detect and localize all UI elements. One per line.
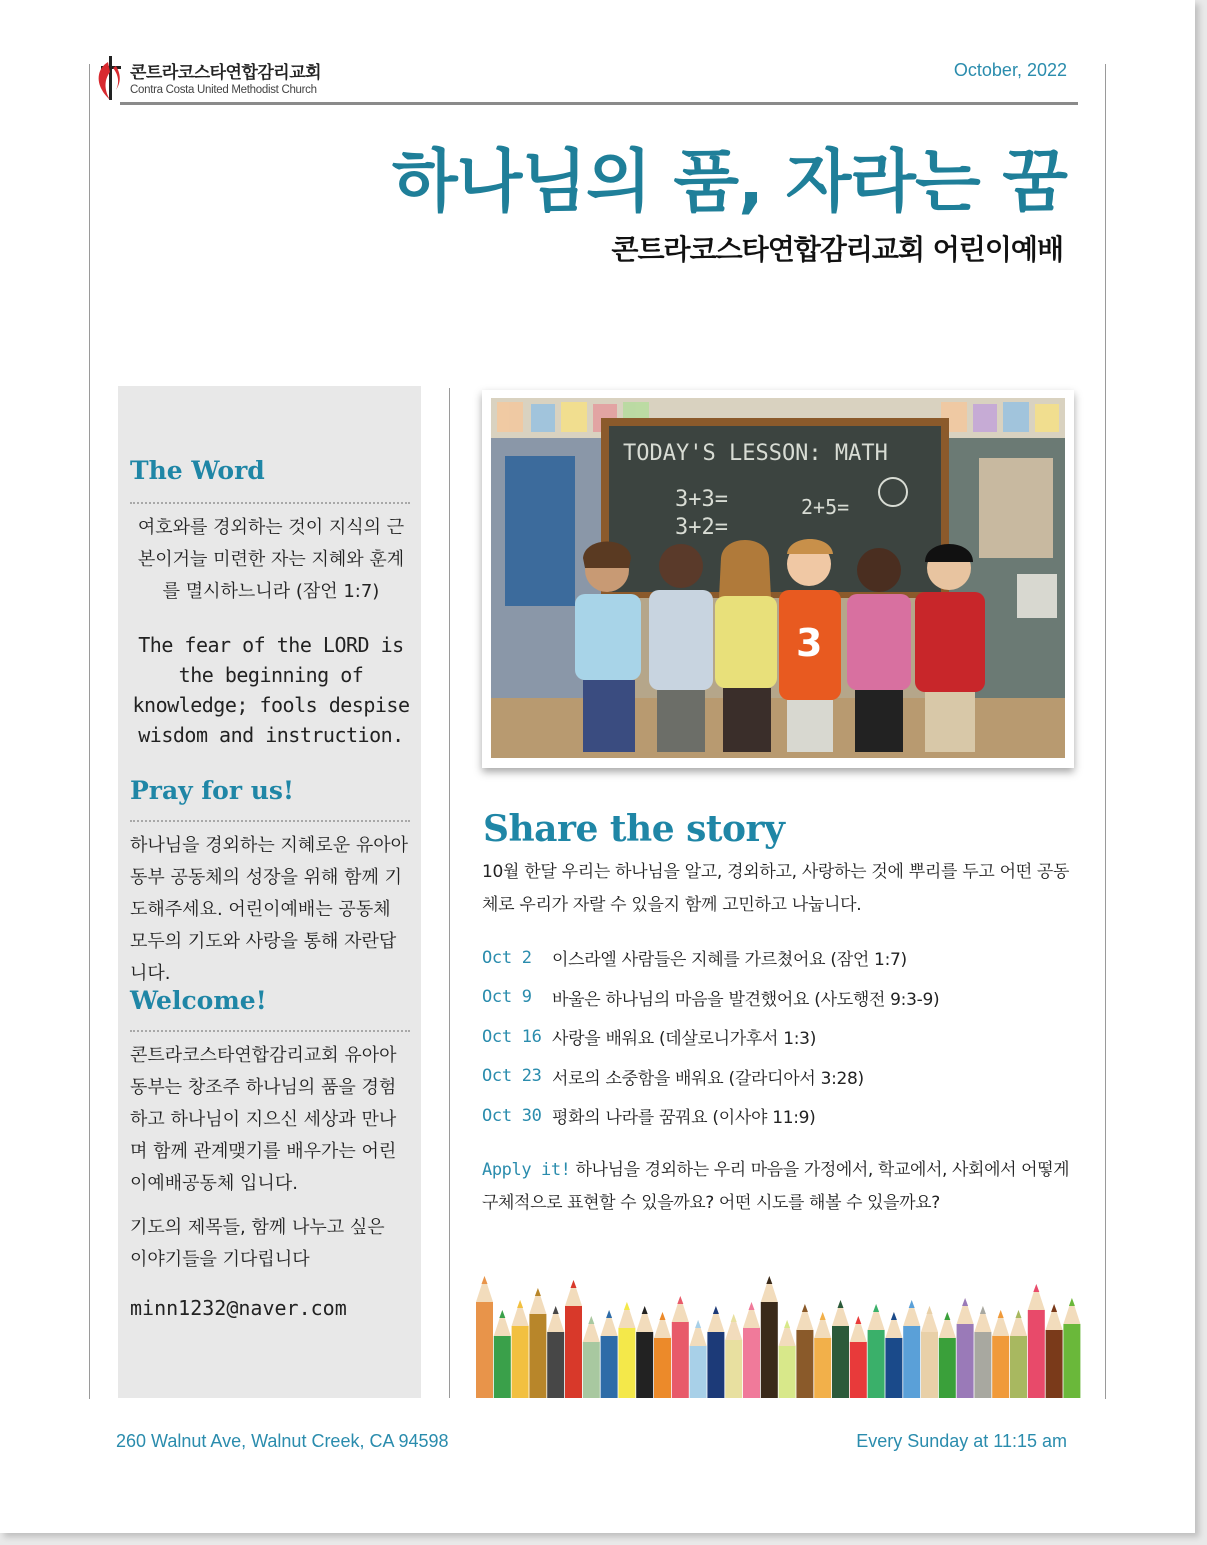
pencil-lead <box>695 1320 701 1328</box>
pencil-body <box>850 1342 867 1398</box>
welcome-divider <box>130 1030 410 1032</box>
pencil-body <box>654 1338 671 1398</box>
schedule-topic: 사랑을 배워요 (데살로니가후서 1:3) <box>552 1029 817 1050</box>
sidebar <box>118 386 421 1398</box>
pencil-lead <box>642 1306 648 1314</box>
contact-email[interactable]: minn1232@naver.com <box>130 1296 347 1320</box>
schedule-date: Oct 23 <box>482 1066 542 1087</box>
pencil-lead <box>571 1280 577 1288</box>
pencil-body <box>494 1336 511 1398</box>
children-classroom-image <box>491 398 1065 758</box>
pray-text: 하나님을 경외하는 지혜로운 유아아동부 공동체의 성장을 위해 함께 기도해주세요. 어린이예배는 공동체 모두의 기도와 사랑을 통해 자란답니다. <box>130 835 408 984</box>
page-title: 하나님의 품, 자라는 꿈 <box>391 143 1067 222</box>
pencil-lead <box>624 1302 630 1310</box>
pencil-lead <box>891 1312 897 1320</box>
board-equation-2: 3+2= <box>675 515 728 540</box>
word-heading: The Word <box>130 456 265 485</box>
pencil-body <box>690 1346 707 1398</box>
schedule-item <box>482 1057 1082 1097</box>
pencil-lead <box>980 1306 986 1314</box>
pencil-body <box>601 1336 618 1398</box>
pencil-lead <box>1051 1304 1057 1312</box>
pencil-lead <box>927 1306 933 1314</box>
board-lesson-text: TODAY'S LESSON: MATH <box>623 441 888 466</box>
word-divider <box>130 502 410 504</box>
schedule-date: Oct 16 <box>482 1026 542 1047</box>
pencil-body <box>903 1326 920 1398</box>
prayer-invite: 기도의 제목들, 함께 나누고 싶은 이야기들을 기다립니다 <box>130 1217 385 1270</box>
schedule-topic: 이스라엘 사람들은 지혜를 가르쳤어요 (잠언 1:7) <box>552 950 907 971</box>
pencil-body <box>779 1346 796 1398</box>
board-equation-1: 3+3= <box>675 487 728 512</box>
logo-english-name: Contra Costa United Methodist Church <box>130 84 317 96</box>
jersey-number: 3 <box>796 621 823 665</box>
pencil-lead <box>962 1298 968 1306</box>
pencil-body <box>957 1324 974 1398</box>
pencil-lead <box>535 1288 541 1296</box>
story-heading: Share the story <box>483 808 785 850</box>
pencil-body <box>743 1328 760 1398</box>
pencil-body <box>1063 1324 1080 1398</box>
pencil-body <box>547 1332 564 1398</box>
service-time: Every Sunday at 11:15 am <box>856 1431 1067 1451</box>
pencil-lead <box>660 1312 666 1320</box>
pencil-body <box>885 1338 902 1398</box>
pencil-lead <box>766 1276 772 1284</box>
welcome-text: 콘트라코스타연합감리교회 유아아동부는 창조주 하나님의 품을 경험하고 하나님이 지으신 세상과 만나며 함께 관계맺기를 배우가는 어린이예배공동체 입니다. <box>130 1045 397 1194</box>
pencil-body <box>832 1326 849 1398</box>
pencil-body <box>921 1332 938 1398</box>
pencil-body <box>992 1336 1009 1398</box>
schedule-item <box>482 938 1082 978</box>
apply-text: 하나님을 경외하는 우리 마음을 가정에서, 학교에서, 사회에서 어떻게 구체적으로 표현할 수 있을까요? 어떤 시도를 해볼 수 있을까요? <box>482 1160 1070 1213</box>
schedule-date: Oct 30 <box>482 1105 542 1126</box>
logo-korean-name: 콘트라코스타연합감리교회 <box>130 63 322 83</box>
pray-divider <box>130 820 410 822</box>
pencil-body <box>583 1342 600 1398</box>
church-address: 260 Walnut Ave, Walnut Creek, CA 94598 <box>116 1431 449 1451</box>
pencil-lead <box>677 1296 683 1304</box>
verse-english: The fear of the LORD is the beginning of knowledge; fools despise wisdom and instruction. <box>132 633 410 747</box>
schedule-list <box>482 938 1082 1136</box>
pencil-lead <box>499 1310 505 1318</box>
pray-heading: Pray for us! <box>130 776 294 805</box>
pencil-body <box>796 1330 813 1398</box>
right-margin-line <box>1105 64 1106 1399</box>
story-intro: 10월 한달 우리는 하나님을 알고, 경외하고, 사랑하는 것에 뿌리를 두고 어떤 공동체로 우리가 자랄 수 있을지 함께 고민하고 나눕니다. <box>482 862 1070 915</box>
pencil-lead <box>820 1312 826 1320</box>
schedule-topic: 평화의 나라를 꿈꿔요 (이사야 11:9) <box>552 1108 816 1129</box>
schedule-item <box>482 978 1082 1018</box>
colored-pencils-illustration <box>476 1258 1082 1398</box>
page-subtitle: 콘트라코스타연합감리교회 어린이예배 <box>611 233 1063 266</box>
pencil-lead <box>838 1300 844 1308</box>
pencil-body <box>868 1330 885 1398</box>
pencil-lead <box>944 1312 950 1320</box>
pencil-lead <box>482 1276 488 1284</box>
pencil-set <box>476 1276 1080 1398</box>
pencil-lead <box>998 1310 1004 1318</box>
pencil-lead <box>517 1300 523 1308</box>
pencil-body <box>636 1332 653 1398</box>
pencil-body <box>672 1322 689 1398</box>
pencil-body <box>618 1328 635 1398</box>
pencil-lead <box>588 1316 594 1324</box>
classroom-photo <box>482 390 1074 768</box>
pencil-body <box>761 1302 778 1398</box>
column-divider <box>449 388 450 1398</box>
schedule-topic: 바울은 하나님의 마음을 발견했어요 (사도행전 9:3-9) <box>552 989 940 1010</box>
pencil-body <box>476 1302 493 1398</box>
pencil-lead <box>1069 1298 1075 1306</box>
schedule-item <box>482 1096 1082 1136</box>
pencil-lead <box>1033 1284 1039 1292</box>
pencil-lead <box>713 1306 719 1314</box>
left-margin-line <box>89 64 90 1399</box>
pencil-lead <box>606 1310 612 1318</box>
pencil-body <box>939 1338 956 1398</box>
schedule-item <box>482 1017 1082 1057</box>
verse-korean: 여호와를 경외하는 것이 지식의 근본이거늘 미련한 자는 지혜와 훈계를 멸시하느니라 (잠언 1:7) <box>137 517 405 602</box>
pencil-lead <box>749 1302 755 1310</box>
pencil-body <box>974 1332 991 1398</box>
pencil-lead <box>784 1320 790 1328</box>
pencil-body <box>725 1340 742 1398</box>
cross-flame-icon <box>96 54 128 104</box>
pencil-body <box>1010 1336 1027 1398</box>
board-equation-3: 2+5= <box>801 495 850 519</box>
church-logo <box>96 54 331 104</box>
issue-date: October, 2022 <box>953 60 1067 80</box>
pencil-body <box>707 1332 724 1398</box>
pencil-body <box>529 1314 546 1398</box>
pencil-body <box>1046 1330 1063 1398</box>
pencil-lead <box>909 1300 915 1308</box>
pencil-lead <box>731 1314 737 1322</box>
pencil-body <box>1028 1310 1045 1398</box>
schedule-topic: 서로의 소중함을 배워요 (갈라디아서 3:28) <box>552 1068 864 1089</box>
pencil-body <box>512 1326 529 1398</box>
pencil-lead <box>1016 1310 1022 1318</box>
pencil-lead <box>802 1304 808 1312</box>
welcome-heading: Welcome! <box>130 986 267 1015</box>
pencil-lead <box>553 1306 559 1314</box>
pencil-lead <box>855 1316 861 1324</box>
pencil-body <box>814 1338 831 1398</box>
header-rule <box>120 102 1078 105</box>
pencil-body <box>565 1306 582 1398</box>
schedule-date: Oct 9 <box>482 987 532 1008</box>
pencil-lead <box>873 1304 879 1312</box>
apply-it <box>482 1154 1082 1220</box>
apply-label: Apply it! <box>482 1160 571 1180</box>
schedule-date: Oct 2 <box>482 947 532 968</box>
